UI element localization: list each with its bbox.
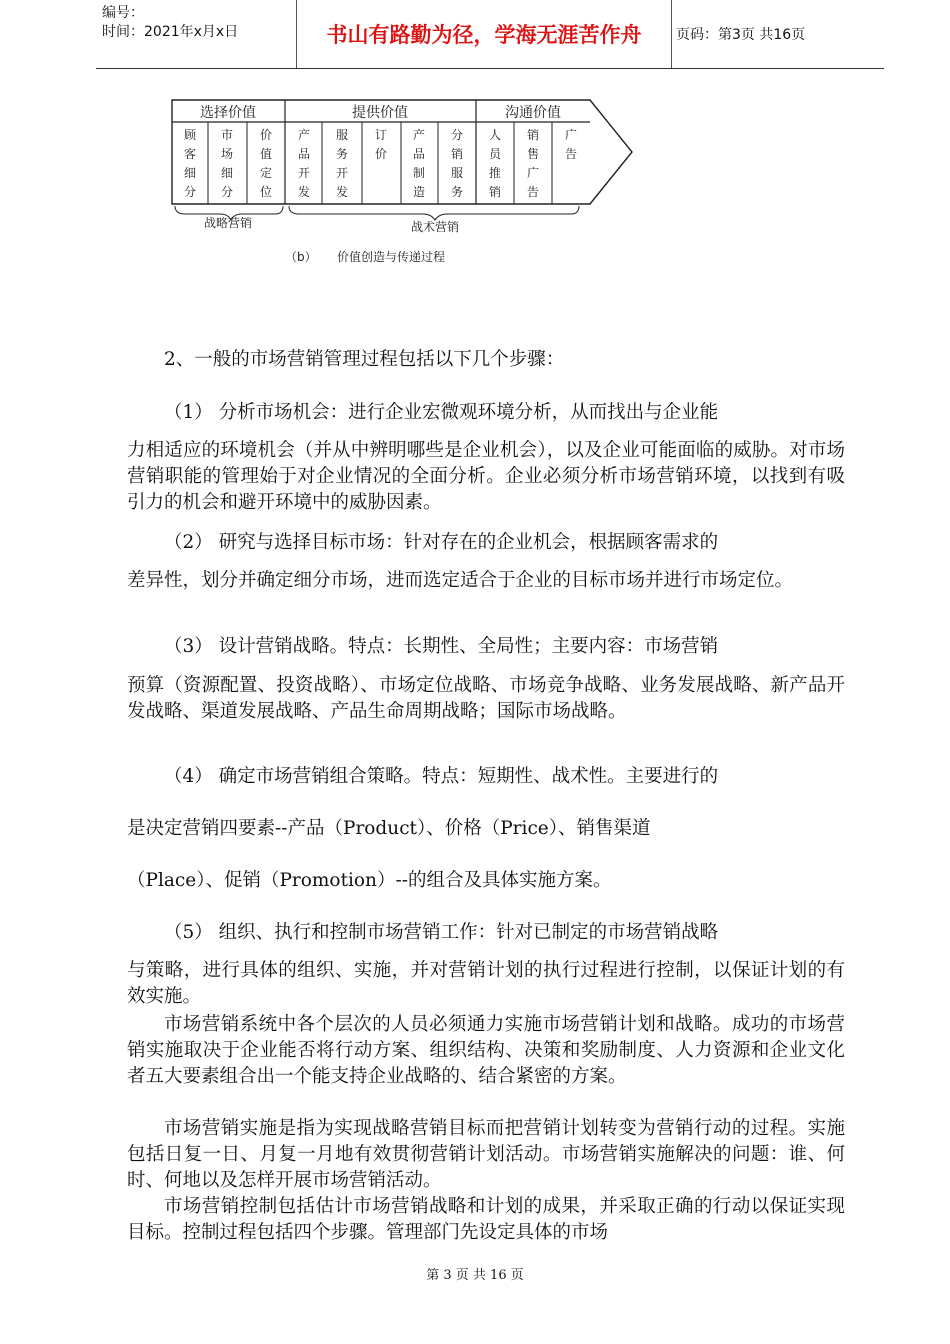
diagram-cell-1: 顾客细分 — [183, 128, 197, 199]
diagram-cell-10: 销售广告 — [526, 128, 540, 199]
step-3-lead: （3） 设计营销战略。特点：长期性、全局性；主要内容：市场营销 — [164, 636, 719, 657]
diagram-cell-9: 人员推销 — [488, 128, 502, 199]
section-heading: 2、一般的市场营销管理过程包括以下几个步骤： — [164, 349, 565, 370]
diagram-cell-3: 价值定位 — [259, 128, 273, 199]
step-2-lead: （2） 研究与选择目标市场：针对存在的企业机会，根据顾客需求的 — [164, 532, 719, 553]
diagram-cell-8: 分销服务 — [450, 128, 464, 199]
time-label: 时间：2021年x月x日 — [102, 24, 239, 40]
step-4-line3: （Place）、促销（Promotion）--的组合及具体实施方案。 — [127, 870, 612, 891]
diagram-cell-2: 市场细分 — [220, 128, 234, 199]
group-label-select: 选择价值 — [200, 105, 256, 121]
diagram-cell-7: 产品制造 — [412, 128, 426, 199]
value-chain-diagram — [165, 96, 645, 268]
step-2-body: 差异性，划分并确定细分市场，进而选定适合于企业的目标市场并进行市场定位。 — [127, 570, 794, 591]
paragraph-control: 市场营销控制包括估计市场营销战略和计划的成果，并采取正确的行动以保证实现目标。控制过程包括四个步骤。管理部门先设定具体的市场 — [127, 1196, 845, 1243]
page-header — [96, 0, 884, 69]
step-4-lead: （4） 确定市场营销组合策略。特点：短期性、战术性。主要进行的 — [164, 766, 719, 787]
paragraph-implementation-definition: 市场营销实施是指为实现战略营销目标而把营销计划转变为营销行动的过程。实施包括日复一日、月复一月地有效贯彻营销计划活动。市场营销实施解决的问题：谁、何时、何地以及怎样开展市场营销活动。 — [127, 1118, 845, 1191]
diagram-cell-4: 产品开发 — [297, 128, 311, 199]
paragraph-implementation-system: 市场营销系统中各个层次的人员必须通力实施市场营销计划和战略。成功的市场营销实施取决于企业能否将行动方案、组织结构、决策和奖励制度、人力资源和企业文化者五大要素组合出一个能支持企业战略的、结合紧密的方案。 — [127, 1014, 845, 1087]
group-label-communicate: 沟通价值 — [505, 105, 561, 121]
brace-label-tactical: 战术营销 — [410, 220, 460, 234]
header-meta — [102, 4, 288, 42]
step-3-body: 预算（资源配置、投资战略）、市场定位战略、市场竞争战略、业务发展战略、新产品开发战略、渠道发展战略、产品生命周期战略；国际市场战略。 — [127, 675, 845, 722]
diagram-caption-tag: （b） — [285, 250, 317, 264]
step-1-lead: （1） 分析市场机会：进行企业宏微观环境分析，从而找出与企业能 — [164, 402, 719, 423]
header-page-label: 页码：第3页 共16页 — [676, 27, 806, 43]
diagram-cell-11: 广告 — [564, 128, 578, 161]
diagram-cell-6: 订价 — [374, 128, 388, 161]
brace-label-strategic: 战略营销 — [203, 216, 253, 230]
group-label-provide: 提供价值 — [352, 105, 408, 121]
page-footer: 第 3 页 共 16 页 — [426, 1268, 524, 1283]
number-label: 编号： — [102, 5, 144, 21]
diagram-caption-text: 价值创造与传递过程 — [337, 250, 446, 264]
step-1-body: 力相适应的环境机会（并从中辨明哪些是企业机会），以及企业可能面临的威胁。对市场营销职能的管理始于对企业情况的全面分析。企业必须分析市场营销环境，以找到有吸引力的机会和避开环境中的威胁因素。 — [127, 440, 845, 513]
header-motto: 书山有路勤为径，学海无涯苦作舟 — [296, 0, 672, 68]
diagram-cell-5: 服务开发 — [335, 128, 349, 199]
step-5-lead: （5） 组织、执行和控制市场营销工作：针对已制定的市场营销战略 — [164, 922, 719, 943]
step-4-line2: 是决定营销四要素--产品（Product）、价格（Price）、销售渠道 — [127, 818, 651, 839]
step-5-body: 与策略，进行具体的组织、实施，并对营销计划的执行过程进行控制，以保证计划的有效实施。 — [127, 960, 845, 1007]
